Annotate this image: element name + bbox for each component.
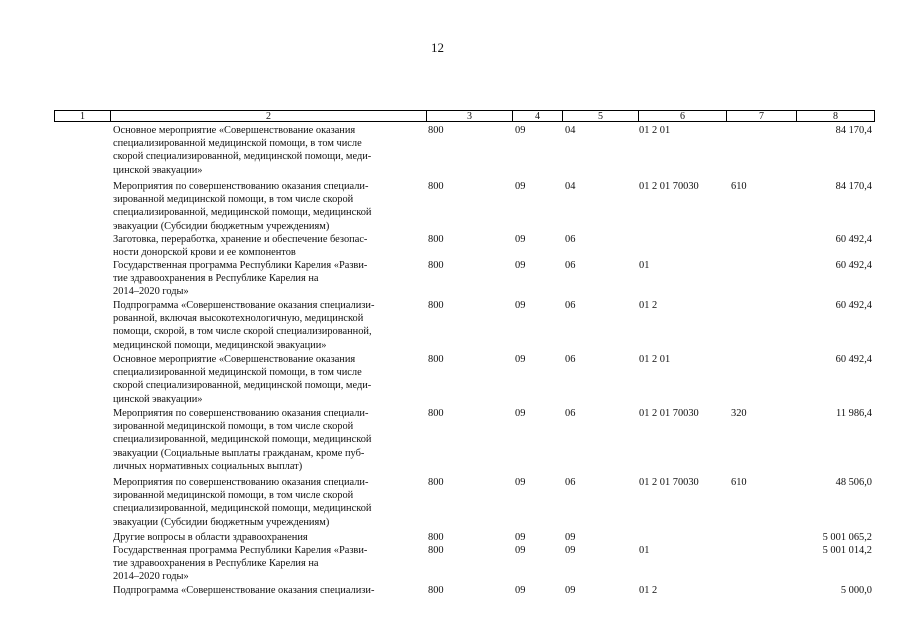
row-name: [113, 299, 418, 352]
cell-col-4: 09: [515, 181, 526, 192]
cell-col-4: 09: [515, 125, 526, 136]
row-name-line: эвакуации (Субсидии бюджетным учреждениям): [113, 220, 330, 232]
cell-col-5: 06: [565, 234, 576, 245]
cell-col-4: 09: [515, 408, 526, 419]
row-name-line: 2014–2020 годы»: [113, 571, 189, 583]
cell-col-3: 800: [428, 532, 444, 543]
cell-col-6: 01 2 01 70030: [639, 408, 699, 419]
cell-col-8: 5 001 065,2: [822, 532, 872, 543]
row-name: [113, 180, 418, 233]
cell-col-4: 09: [515, 234, 526, 245]
cell-col-3: 800: [428, 234, 444, 245]
cell-col-4: 09: [515, 585, 526, 596]
row-name: [113, 476, 418, 529]
row-name-line: скорой специализированной, медицинской помощи, меди-: [113, 151, 372, 163]
cell-col-6: 01: [639, 545, 650, 556]
cell-col-7: 320: [731, 408, 747, 419]
cell-col-3: 800: [428, 181, 444, 192]
cell-col-6: 01 2: [639, 585, 658, 596]
cell-col-6: 01 2 01: [639, 125, 671, 136]
cell-col-6: 01 2 01: [639, 354, 671, 365]
row-name-line: зированной медицинской помощи, в том числе скорой: [113, 421, 354, 433]
cell-col-5: 04: [565, 181, 576, 192]
cell-col-3: 800: [428, 300, 444, 311]
row-name-line: ности донорской крови и ее компонентов: [113, 247, 296, 259]
cell-col-8: 48 506,0: [835, 477, 872, 488]
header-col-6: 6: [638, 110, 726, 122]
cell-col-6: 01 2: [639, 300, 658, 311]
cell-col-4: 09: [515, 354, 526, 365]
row-name-line: специализированной, медицинской помощи, медицинской: [113, 207, 372, 219]
row-name-line: Подпрограмма «Совершенствование оказания специализи-: [113, 585, 375, 596]
row-name: [113, 584, 418, 597]
row-name-line: Подпрограмма «Совершенствование оказания специализи-: [113, 300, 375, 311]
cell-col-3: 800: [428, 585, 444, 596]
cell-col-3: 800: [428, 545, 444, 556]
cell-col-5: 09: [565, 585, 576, 596]
header-col-1: 1: [54, 110, 110, 122]
row-name-line: цинской эвакуации»: [113, 393, 203, 405]
header-col-4: 4: [512, 110, 562, 122]
cell-col-5: 06: [565, 300, 576, 311]
row-name-line: тие здравоохранения в Республике Карелия на: [113, 273, 319, 285]
row-name-line: Основное мероприятие «Совершенствование оказания: [113, 354, 356, 365]
row-name-line: тие здравоохранения в Республике Карелия на: [113, 558, 319, 570]
row-name-line: Другие вопросы в области здравоохранения: [113, 532, 308, 543]
header-col-5: 5: [562, 110, 638, 122]
row-name-line: Государственная программа Республики Карелия «Разви-: [113, 545, 368, 556]
cell-col-5: 04: [565, 125, 576, 136]
row-name-line: помощи, скорой, в том числе скорой специализированной,: [113, 326, 372, 338]
header-col-7: 7: [726, 110, 796, 122]
row-name-line: Заготовка, переработка, хранение и обеспечение безопас-: [113, 234, 368, 245]
header-col-8: 8: [796, 110, 875, 122]
cell-col-8: 60 492,4: [835, 260, 872, 271]
cell-col-7: 610: [731, 181, 747, 192]
row-name-line: специализированной, медицинской помощи, медицинской: [113, 434, 372, 446]
cell-col-8: 60 492,4: [835, 354, 872, 365]
row-name-line: специализированной медицинской помощи, в том числе: [113, 138, 362, 150]
cell-col-3: 800: [428, 477, 444, 488]
cell-col-6: 01 2 01 70030: [639, 181, 699, 192]
row-name: [113, 259, 418, 299]
cell-col-8: 5 001 014,2: [822, 545, 872, 556]
cell-col-6: 01 2 01 70030: [639, 477, 699, 488]
cell-col-8: 11 986,4: [836, 408, 872, 419]
row-name: [113, 544, 418, 584]
cell-col-6: 01: [639, 260, 650, 271]
row-name: [113, 353, 418, 406]
row-name-line: специализированной медицинской помощи, в том числе: [113, 367, 362, 379]
header-col-3: 3: [426, 110, 512, 122]
row-name: [113, 407, 418, 473]
row-name-line: цинской эвакуации»: [113, 164, 203, 176]
header-col-2: 2: [110, 110, 426, 122]
cell-col-8: 60 492,4: [835, 300, 872, 311]
cell-col-5: 06: [565, 260, 576, 271]
row-name: [113, 531, 418, 544]
cell-col-4: 09: [515, 532, 526, 543]
row-name-line: специализированной, медицинской помощи, медицинской: [113, 503, 372, 515]
row-name-line: Основное мероприятие «Совершенствование оказания: [113, 125, 356, 136]
cell-col-5: 06: [565, 354, 576, 365]
row-name-line: Мероприятия по совершенствованию оказания специали-: [113, 477, 369, 488]
page-number: 12: [431, 40, 444, 55]
row-name-line: Мероприятия по совершенствованию оказания специали-: [113, 408, 369, 419]
cell-col-5: 09: [565, 545, 576, 556]
row-name-line: 2014–2020 годы»: [113, 286, 189, 298]
row-name-line: эвакуации (Социальные выплаты гражданам, кроме пуб-: [113, 447, 365, 459]
row-name-line: медицинской помощи, медицинской эвакуации»: [113, 339, 327, 351]
row-name-line: зированной медицинской помощи, в том числе скорой: [113, 194, 354, 206]
row-name-line: Государственная программа Республики Карелия «Разви-: [113, 260, 368, 271]
row-name-line: зированной медицинской помощи, в том числе скорой: [113, 490, 354, 502]
cell-col-5: 06: [565, 477, 576, 488]
row-name-line: скорой специализированной, медицинской помощи, меди-: [113, 380, 372, 392]
row-name-line: личных нормативных социальных выплат): [113, 460, 303, 472]
row-name-line: эвакуации (Субсидии бюджетным учреждениям): [113, 516, 330, 528]
cell-col-4: 09: [515, 477, 526, 488]
cell-col-3: 800: [428, 354, 444, 365]
cell-col-8: 84 170,4: [835, 181, 872, 192]
cell-col-5: 09: [565, 532, 576, 543]
table-header: [54, 110, 875, 122]
cell-col-4: 09: [515, 545, 526, 556]
cell-col-8: 5 000,0: [840, 585, 872, 596]
row-name-line: Мероприятия по совершенствованию оказания специали-: [113, 181, 369, 192]
row-name-line: рованной, включая высокотехнологичную, медицинской: [113, 313, 364, 325]
cell-col-4: 09: [515, 260, 526, 271]
cell-col-4: 09: [515, 300, 526, 311]
cell-col-3: 800: [428, 125, 444, 136]
row-name: [113, 124, 418, 177]
cell-col-8: 84 170,4: [835, 125, 872, 136]
cell-col-5: 06: [565, 408, 576, 419]
cell-col-3: 800: [428, 408, 444, 419]
cell-col-7: 610: [731, 477, 747, 488]
cell-col-8: 60 492,4: [835, 234, 872, 245]
cell-col-3: 800: [428, 260, 444, 271]
row-name: [113, 233, 418, 259]
